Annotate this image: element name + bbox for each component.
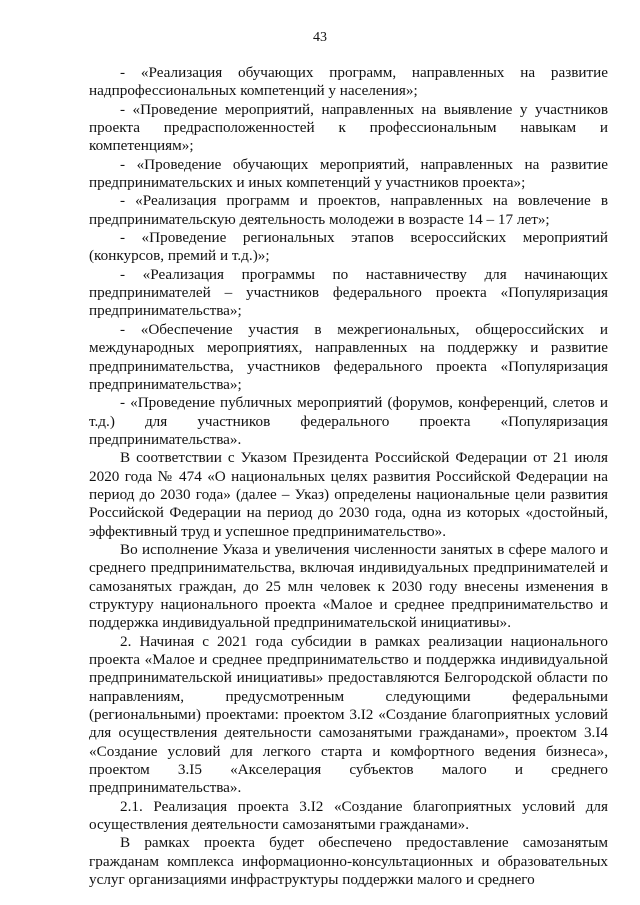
list-item: - «Проведение региональных этапов всероссийских мероприятий (конкурсов, премий и т.д.)»; [89, 229, 608, 265]
list-item: - «Обеспечение участия в межрегиональных, общероссийских и международных мероприятиях, направленных на поддержку и развитие предпринимательства, участников федерального проекта «Популяризация предпринимательства»; [89, 320, 608, 393]
paragraph: В рамках проекта будет обеспечено предоставление самозанятым гражданам комплекса информационно-консультационных и образовательных услуг организациями инфраструктуры поддержки малого и среднего [89, 834, 608, 889]
list-item: - «Проведение обучающих мероприятий, направленных на развитие предпринимательских и иных компетенций у участников проекта»; [89, 155, 608, 192]
list-item: - «Реализация программы по наставничеству для начинающих предпринимателей – участников федерального проекта «Популяризация предпринимательства»; [89, 265, 608, 320]
list-item: - «Проведение публичных мероприятий (форумов, конференций, слетов и т.д.) для участников федерального проекта «Популяризация предпринимательства». [89, 394, 608, 448]
paragraph: В соответствии с Указом Президента Российской Федерации от 21 июля 2020 года № 474 «О национальных целях развития Российской Федерации на период до 2030 года» (далее – Указ) определены национальные цели развития Российской Федерации на период до 2030 года, одна из которых «достойный, эффективный труд и успешное предпринимательство». [89, 449, 608, 540]
list-item: - «Реализация обучающих программ, направленных на развитие надпрофессиональных компетенций у населения»; [89, 64, 608, 100]
section-heading: 2.1. Реализация проекта 3.I2 «Создание благоприятных условий для осуществления деятельности самозанятыми гражданами». [89, 797, 608, 834]
list-item: - «Реализация программ и проектов, направленных на вовлечение в предпринимательскую деятельность молодежи в возрасте 14 – 17 лет»; [89, 192, 608, 228]
paragraph: Во исполнение Указа и увеличения численности занятых в сфере малого и среднего предпринимательства, включая индивидуальных предпринимателей и самозанятых граждан, до 25 млн человек к 2030 году внесены изменения в структуру национального проекта «Малое и среднее предпринимательство и поддержка индивидуальной предпринимательской инициативы». [89, 540, 608, 632]
list-item: - «Проведение мероприятий, направленных на выявление у участников проекта предрасположенностей к профессиональным навыкам и компетенциям»; [89, 100, 608, 155]
paragraph: 2. Начиная с 2021 года субсидии в рамках реализации национального проекта «Малое и среднее предпринимательство и поддержка индивидуальной предпринимательской инициативы» предоставляются Белгородской области по направлениям, предусмотренным следующими федеральными (региональными) проектами: проектом 3.I2 «Создание благоприятных условий для осуществления деятельности самозанятыми гражданами», проектом 3.I4 «Создание условий для легкого старта и комфортного ведения бизнеса», проектом 3.I5 «Акселерация субъектов малого и среднего предпринимательства». [89, 632, 608, 797]
document-body [89, 64, 608, 889]
page-number: 43 [313, 30, 327, 45]
